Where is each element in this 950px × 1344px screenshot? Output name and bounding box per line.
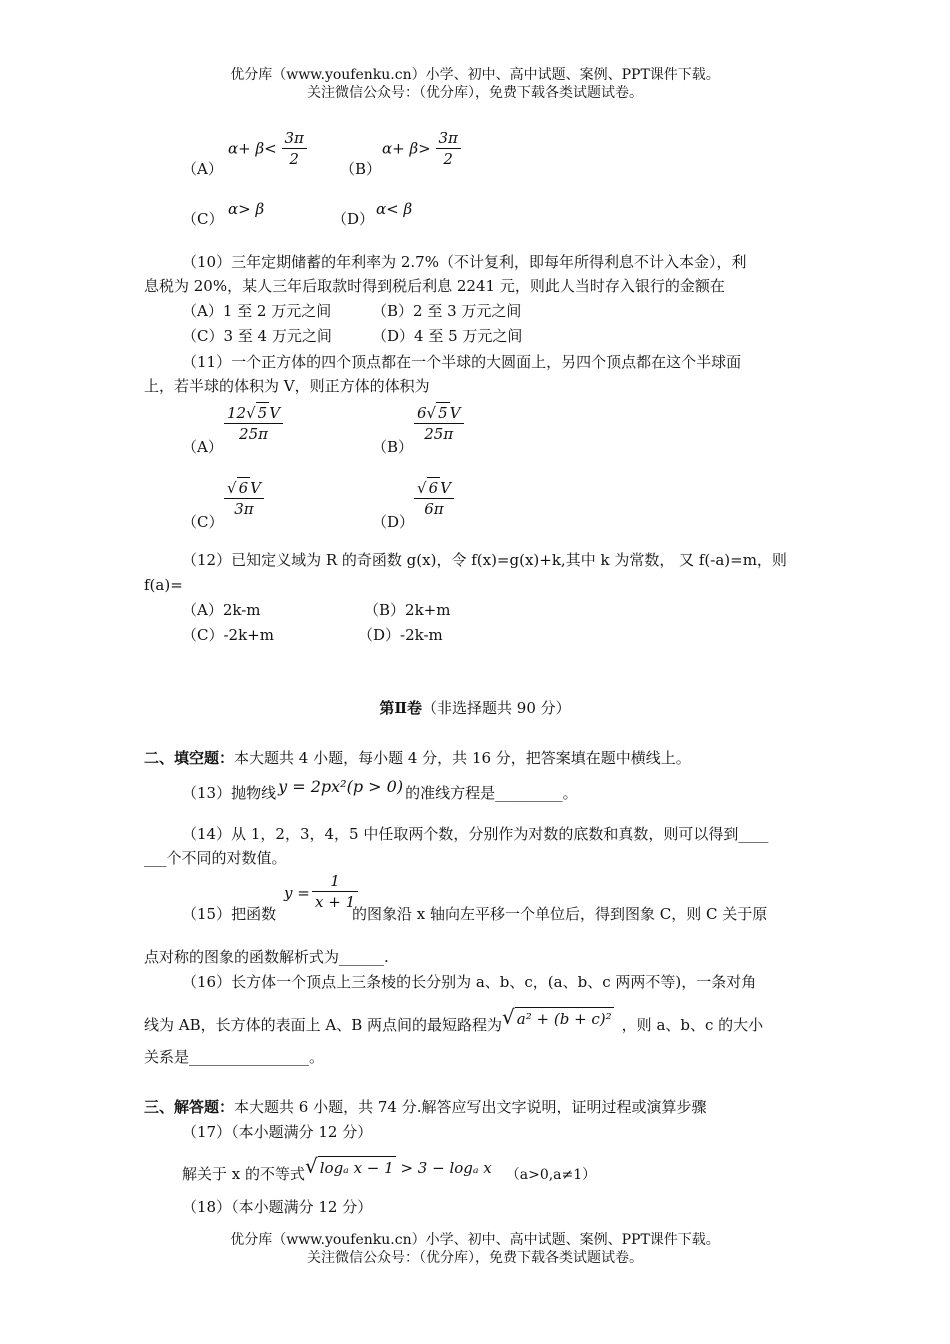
q15-den: x + 1 bbox=[315, 893, 356, 911]
q17-condition: （a>0,a≠1） bbox=[505, 1167, 597, 1183]
q10-option-b: （B）2 至 3 万元之间 bbox=[372, 302, 522, 320]
q15-line2: 点对称的图象的函数解析式为______. bbox=[144, 948, 389, 966]
q9-option-a-num: 3π bbox=[282, 128, 307, 149]
q17-expr: √ logₐ x − 1 > 3 − logₐ x bbox=[305, 1154, 492, 1178]
q11-option-b-fraction bbox=[414, 402, 464, 444]
q11-line1: （11）一个正方体的四个顶点都在一个半球的大圆面上，另四个顶点都在这个半球面 bbox=[182, 353, 742, 371]
page-header-line1: 优分库（www.youfenku.cn）小学、初中、高中试题、案例、PPT课件下载。 bbox=[230, 67, 720, 83]
q16-line2 bbox=[144, 1005, 764, 1036]
q11-option-b-den: 25π bbox=[424, 425, 454, 443]
q9-option-c-label: （C） bbox=[182, 210, 224, 228]
q11-option-d-num: √ 6 V bbox=[414, 477, 454, 499]
q11-option-a-fraction bbox=[224, 402, 283, 444]
q9-option-d-label: （D） bbox=[332, 210, 375, 228]
section3-heading-bold: 三、解答题： bbox=[144, 1098, 235, 1116]
q17-expr-rest: > 3 − logₐ x bbox=[395, 1159, 492, 1177]
q9-option-a-formula bbox=[228, 128, 307, 169]
q9-option-c-expr: α> β bbox=[228, 200, 265, 218]
q17-pre: 解关于 x 的不等式 bbox=[182, 1165, 305, 1183]
q9-option-b-expr: α+ β> bbox=[382, 139, 431, 158]
part2-title-rest: （非选择题共 90 分） bbox=[422, 699, 571, 717]
q13-post: 的准线方程是_________。 bbox=[405, 784, 578, 802]
q17-title: （17）（本小题满分 12 分） bbox=[182, 1123, 373, 1141]
section2-heading-rest: 本大题共 4 小题，每小题 4 分，共 16 分，把答案填在题中横线上。 bbox=[234, 749, 691, 767]
page-header-line2: 关注微信公众号：（优分库），免费下载各类试题试卷。 bbox=[307, 85, 643, 101]
q13-expr: y = 2px²(p > 0) bbox=[278, 777, 404, 796]
q9-option-b-fraction bbox=[436, 128, 461, 169]
part2-title-bold: 第Ⅱ卷 bbox=[379, 699, 423, 717]
q15-pre: （15）把函数 bbox=[182, 905, 277, 923]
q12-line1: （12）已知定义域为 R 的奇函数 g(x)，令 f(x)=g(x)+k,其中 k 为常数， 又 f(-a)=m，则 bbox=[182, 551, 787, 569]
q11-option-c-den: 3π bbox=[234, 500, 254, 518]
q9-option-d-expr: α< β bbox=[376, 200, 413, 218]
q17-line bbox=[182, 1154, 597, 1186]
part2-title bbox=[0, 697, 950, 719]
q11-option-c-label: （C） bbox=[182, 513, 224, 531]
q15-y: y = bbox=[284, 884, 310, 902]
q9-option-b-label: （B） bbox=[340, 160, 382, 178]
q10-line2: 息税为 20%，某人三年后取款时得到税后利息 2241 元，则此人当时存入银行的金额在 bbox=[144, 277, 725, 295]
q12-option-c: （C）-2k+m bbox=[182, 626, 274, 644]
q11-option-c-fraction bbox=[224, 477, 264, 519]
q11-option-b-label: （B） bbox=[372, 438, 414, 456]
q10-option-a: （A）1 至 2 万元之间 bbox=[182, 302, 332, 320]
q16-line1: （16）长方体一个顶点上三条棱的长分别为 a、b、c，(a、b、c 两两不等)，一条对角 bbox=[182, 973, 757, 991]
page-footer-line1: 优分库（www.youfenku.cn）小学、初中、高中试题、案例、PPT课件下载。 bbox=[230, 1232, 720, 1248]
q16-line2-expr: a² + (b + c)² bbox=[515, 1007, 614, 1030]
q9-option-a-fraction bbox=[282, 128, 307, 169]
q10-option-d: （D）4 至 5 万元之间 bbox=[372, 327, 523, 345]
q11-option-a-num: 12√ 5 V bbox=[224, 402, 283, 424]
q10-option-c: （C）3 至 4 万元之间 bbox=[182, 327, 332, 345]
q13-line bbox=[182, 777, 578, 804]
q17-expr-rad: logₐ x − 1 bbox=[318, 1156, 396, 1179]
q11-option-d-fraction bbox=[414, 477, 454, 519]
q12-line2: f(a)= bbox=[144, 576, 183, 594]
q10-line1: （10）三年定期储蓄的年利率为 2.7%（不计复利，即每年所得利息不计入本金），利 bbox=[182, 253, 747, 271]
q11-option-d-label: （D） bbox=[372, 513, 415, 531]
q12-option-a: （A）2k-m bbox=[182, 601, 261, 619]
section2-heading bbox=[144, 747, 691, 769]
q15-num: 1 bbox=[312, 871, 358, 892]
q9-option-b-num: 3π bbox=[436, 128, 461, 149]
q14-line1: （14）从 1，2，3，4，5 中任取两个数，分别作为对数的底数和真数，则可以得到____ bbox=[182, 825, 769, 843]
q9-option-a-den: 2 bbox=[289, 150, 299, 168]
q12-option-d: （D）-2k-m bbox=[358, 626, 443, 644]
section3-heading bbox=[144, 1096, 707, 1118]
q11-option-c-num: √ 6 V bbox=[224, 477, 264, 499]
q16-radical: √ a² + (b + c)² bbox=[502, 1005, 612, 1029]
q9-option-a-expr: α+ β< bbox=[228, 139, 277, 158]
q12-option-b: （B）2k+m bbox=[364, 601, 451, 619]
q14-line2: ___个不同的对数值。 bbox=[144, 849, 287, 867]
section2-heading-bold: 二、填空题： bbox=[144, 749, 235, 767]
q9-option-b-den: 2 bbox=[443, 150, 453, 168]
q15-post: 的图象沿 x 轴向左平移一个单位后，得到图象 C，则 C 关于原 bbox=[352, 905, 768, 923]
q9-option-a-label: （A） bbox=[182, 160, 223, 178]
q11-option-d-den: 6π bbox=[424, 500, 444, 518]
q16-line3: 关系是________________。 bbox=[144, 1048, 325, 1066]
page-footer-line2: 关注微信公众号：（优分库），免费下载各类试题试卷。 bbox=[307, 1250, 643, 1266]
q11-option-a-den: 25π bbox=[239, 425, 268, 443]
q13-pre: （13）抛物线 bbox=[182, 784, 277, 802]
q18-title: （18）（本小题满分 12 分） bbox=[182, 1198, 373, 1216]
q11-option-a-label: （A） bbox=[182, 438, 223, 456]
q16-line2-pre: 线为 AB，长方体的表面上 A、B 两点间的最短路程为 bbox=[144, 1016, 503, 1034]
q16-line2-post: ，则 a、b、c 的大小 bbox=[621, 1016, 764, 1034]
q9-option-b-formula bbox=[382, 128, 461, 169]
section3-heading-rest: 本大题共 6 小题，共 74 分.解答应写出文字说明，证明过程或演算步骤 bbox=[234, 1098, 707, 1116]
q11-line2: 上，若半球的体积为 V，则正方体的体积为 bbox=[144, 377, 430, 395]
q11-option-b-num: 6√ 5 V bbox=[414, 402, 464, 424]
